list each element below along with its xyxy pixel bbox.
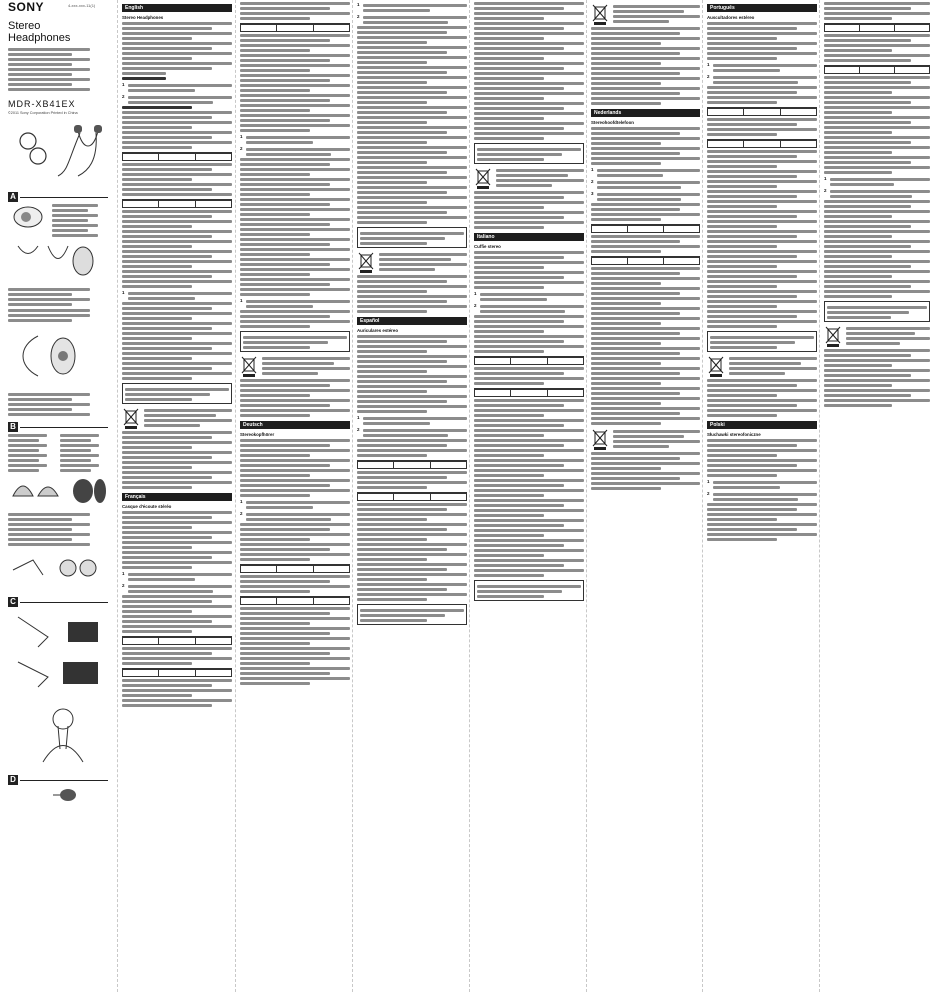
crossed-bin-icon — [591, 428, 609, 450]
earbud-size-table — [357, 460, 467, 469]
language-header-german: Deutsch — [240, 421, 350, 429]
disposal-notice — [474, 580, 584, 601]
figure-d-label: D — [8, 775, 18, 785]
text-column-2: 1 2 1 Deutsch Stereokopfhörer 1 2 — [240, 0, 350, 992]
earbud-size-table — [591, 256, 700, 265]
copyright-line: ©2011 Sony Corporation Printed in China — [8, 111, 78, 115]
crossed-bin-icon — [591, 3, 609, 25]
manual-languages — [8, 48, 108, 91]
earbud-size-table — [824, 65, 930, 74]
text-column-7: 1 2 — [824, 0, 930, 992]
text-column-3: 1 2 Español Auriculares estéreo 1 2 — [357, 0, 467, 992]
text-column-1: English Stereo Headphones 1 2 1 Français Casque d'écoute stéréo 1 2 — [122, 0, 232, 992]
disposal-notice — [240, 331, 350, 352]
crossed-bin-icon — [357, 251, 375, 273]
crossed-bin-icon — [824, 325, 842, 347]
text-column-4: Italiano Cuffie stereo 1 2 — [474, 0, 584, 992]
wearing-diagram-icon — [8, 241, 108, 281]
section-subtitle: Stereo Headphones — [122, 15, 164, 20]
language-header-polish: Polski — [707, 421, 817, 429]
person-wearing-icon — [8, 704, 108, 764]
disposal-notice — [474, 143, 584, 164]
earbud-diagram-icon — [8, 202, 48, 232]
brand-logo: SONY — [8, 0, 45, 14]
earbud-size-table — [707, 139, 817, 148]
cord-adjuster-diagram-icon — [8, 607, 108, 697]
earbud-size-table — [474, 388, 584, 397]
text-column-5: Nederlands Stereohoofdtelefoon 1 2 3 — [591, 0, 700, 992]
earbud-size-table — [707, 107, 817, 116]
earbud-size-table — [122, 152, 232, 161]
ear-fit-diagram-icon — [8, 326, 108, 386]
language-header-english: English — [122, 4, 232, 12]
earbud-size-table — [824, 23, 930, 32]
language-header-spanish: Español — [357, 317, 467, 325]
earbud-size-table — [240, 596, 350, 605]
crossed-bin-icon — [707, 355, 725, 377]
earbud-size-table — [591, 224, 700, 233]
figure-a-label: A — [8, 192, 18, 202]
disposal-notice — [357, 227, 467, 248]
disposal-notice — [122, 383, 232, 404]
attach-earbud-icon — [8, 550, 108, 586]
earbud-size-table — [122, 199, 232, 208]
language-header-dutch: Nederlands — [591, 109, 700, 117]
model-number: MDR-XB41EX — [8, 99, 76, 109]
product-title: Stereo Headphones — [8, 20, 71, 44]
text-column-6: Português Auscultadores estéreo 1 2 Polski Słuchawki stereofoniczne 1 2 — [707, 0, 817, 992]
cover-column — [8, 0, 108, 992]
disposal-notice — [707, 331, 817, 352]
earbud-sizes-icon — [8, 476, 108, 506]
language-header-french: Français — [122, 493, 232, 501]
disposal-notice — [357, 604, 467, 625]
earbud-size-table — [357, 492, 467, 501]
figure-b-label: B — [8, 422, 18, 432]
language-header-portuguese: Português — [707, 4, 817, 12]
earbud-size-table — [122, 668, 232, 677]
disposal-notice — [824, 301, 930, 322]
crossed-bin-icon — [240, 355, 258, 377]
document-code: 4-xxx-xxx-11(1) — [68, 3, 96, 8]
crossed-bin-icon — [474, 167, 492, 189]
earbud-cleaning-icon — [8, 785, 108, 805]
headphones-illustration — [8, 121, 108, 181]
language-header-italian: Italiano — [474, 233, 584, 241]
earbud-size-table — [240, 23, 350, 32]
earbud-size-table — [240, 564, 350, 573]
figure-c-label: C — [8, 597, 18, 607]
crossed-bin-icon — [122, 407, 140, 429]
earbud-size-table — [474, 356, 584, 365]
earbud-size-table — [122, 636, 232, 645]
